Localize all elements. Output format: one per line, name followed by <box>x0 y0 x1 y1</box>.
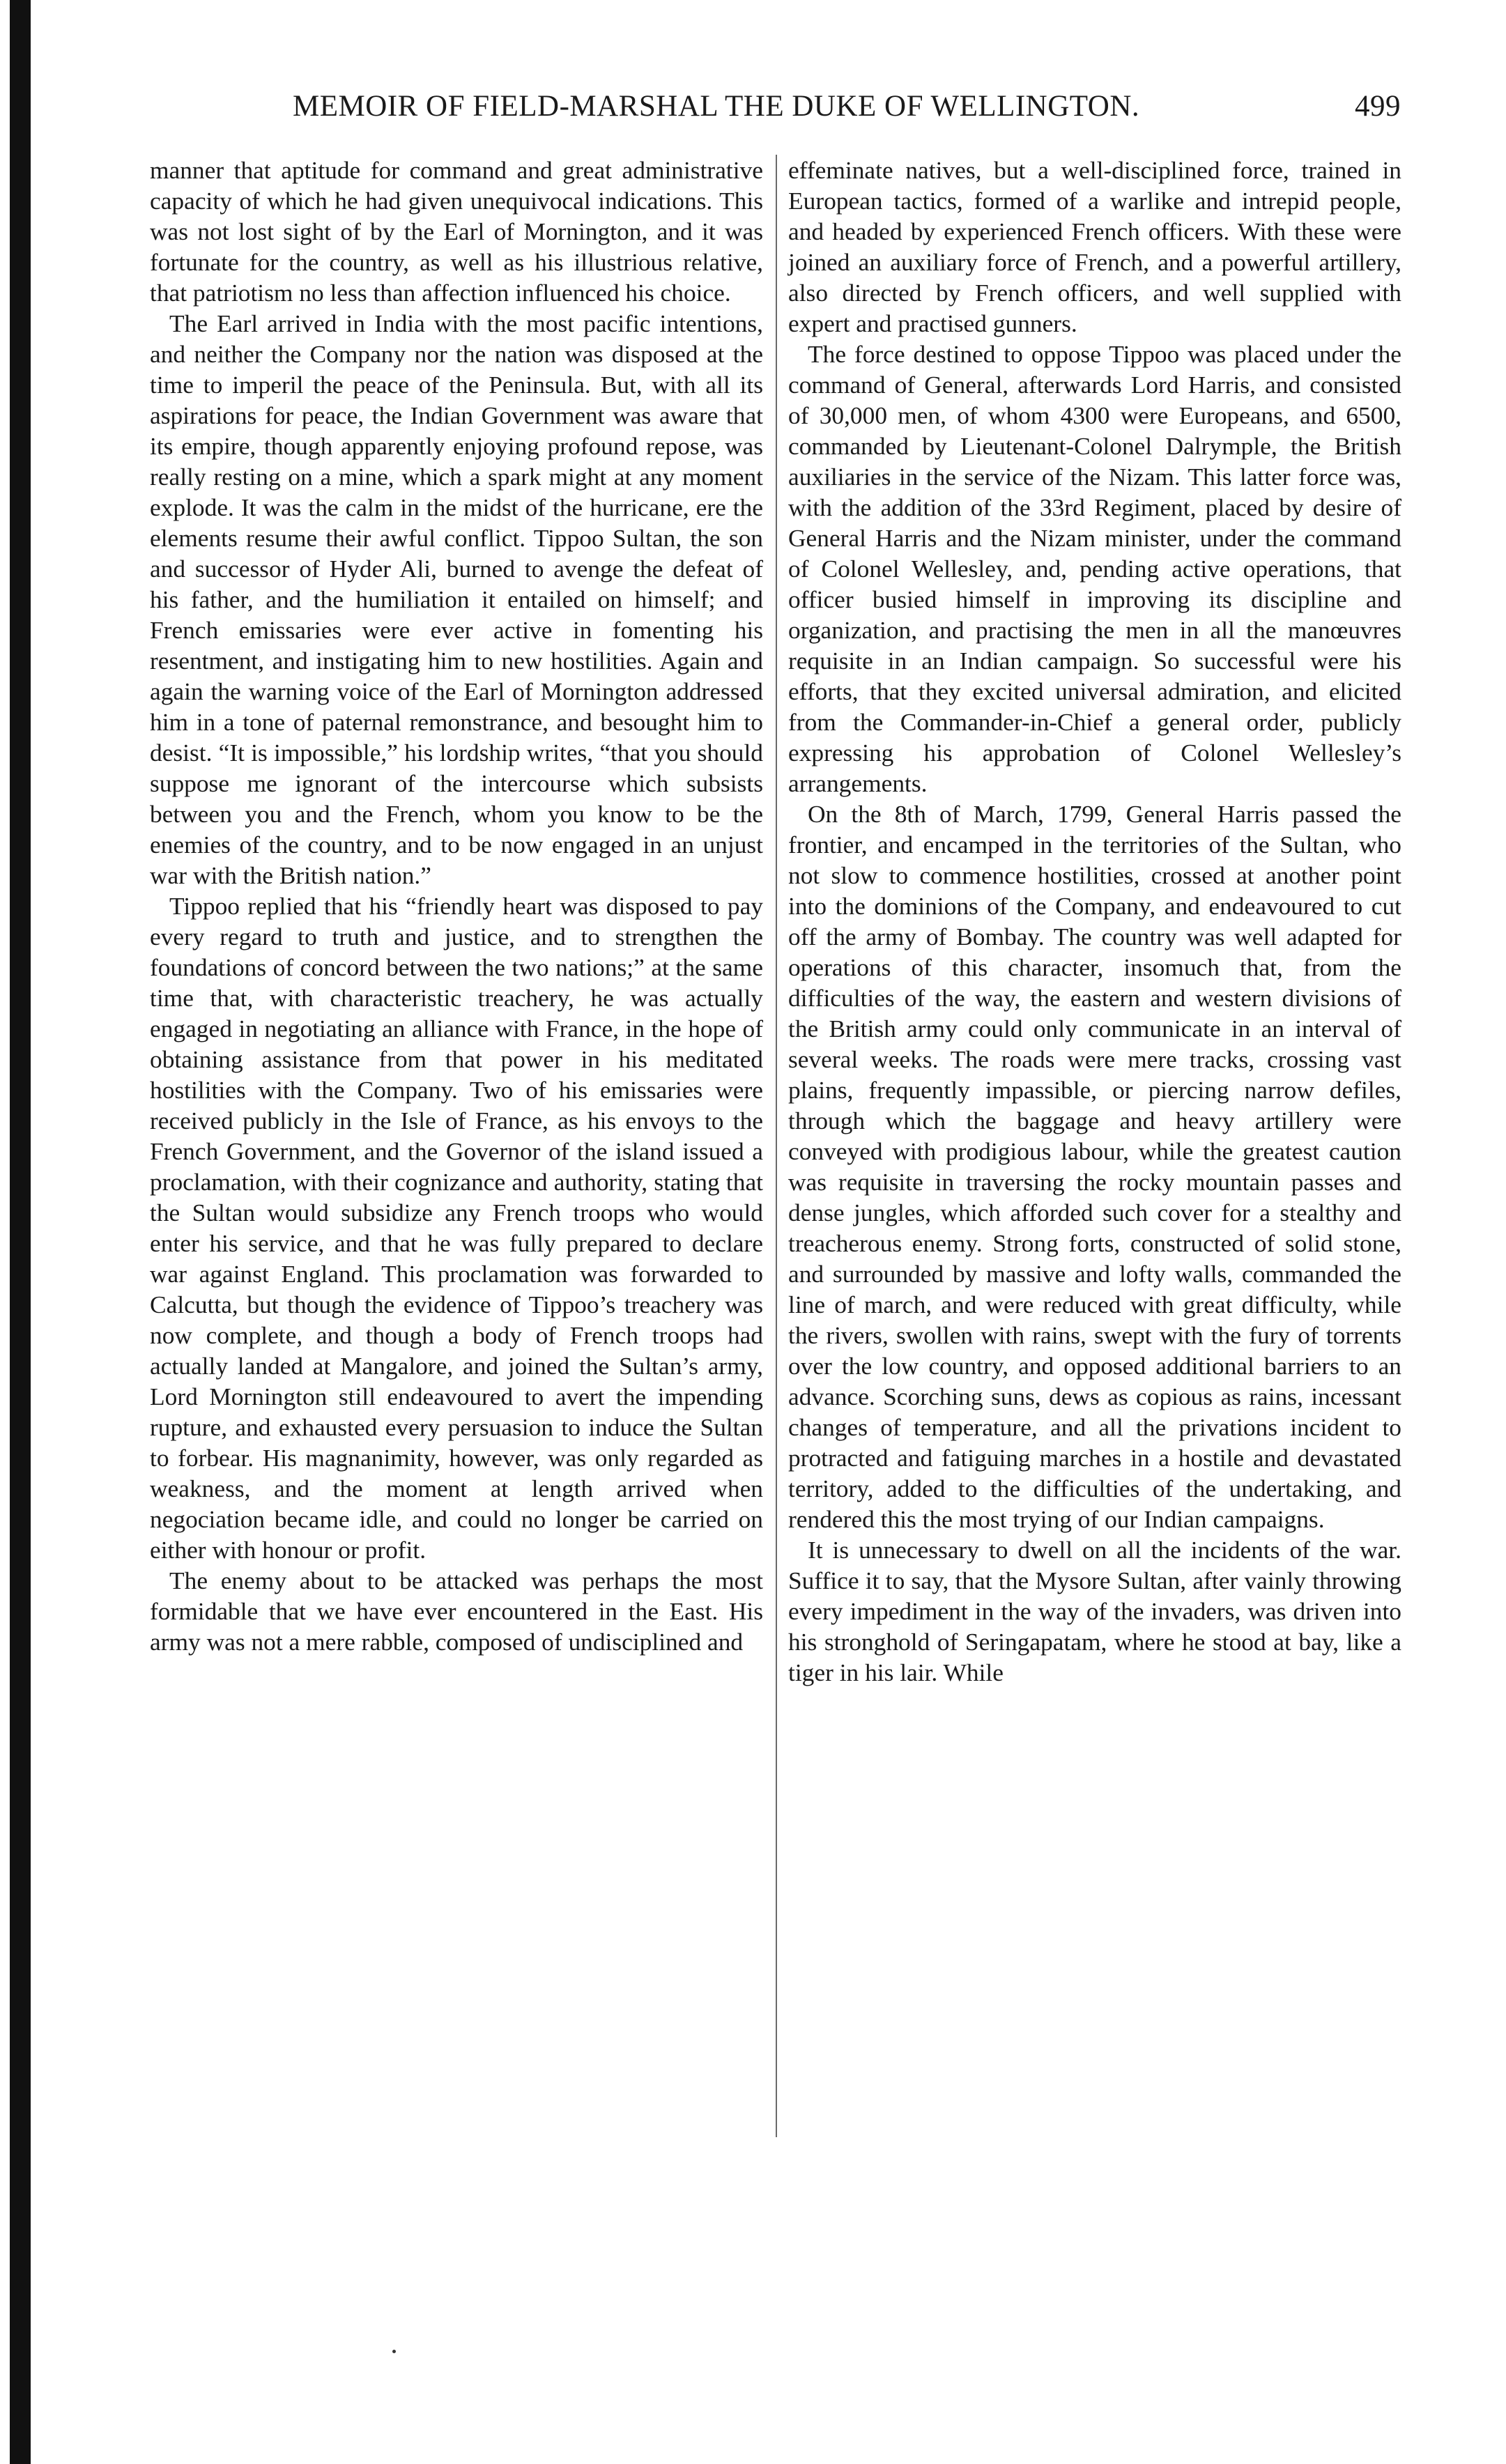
left-column <box>150 155 763 1657</box>
running-header <box>293 89 1401 138</box>
paragraph-earl-arrival: The Earl arrived in India with the most pacific intentions, and neither the Company nor the nation was disposed at the time to imperil the peace of the Peninsula. But, with all its aspirations for peace, the Indian Government was aware that its empire, though apparently enjoying profound repose, was really resting on a mine, which a spark might at any moment explode. It was the calm in the midst of the hurricane, ere the elements resume their awful conflict. Tippoo Sultan, the son and successor of Hyder Ali, burned to avenge the defeat of his father, and the humiliation it entailed on himself; and French emissaries were ever active in fomenting his resentment, and instigating him to new hostilities. Again and again the warning voice of the Earl of Mornington addressed him in a tone of paternal remonstrance, and besought him to desist. “It is impossible,” his lordship writes, “that you should suppose me ignorant of the intercourse which subsists between you and the French, whom you know to be the enemies of the country, and to be now engaged in an unjust war with the British nation.” <box>150 309 763 889</box>
paragraph-continuation-right: effeminate natives, but a well-disciplined force, trained in European tactics, formed of a warlike and intrepid people, and headed by experienced French officers. With these were joined an auxiliary force of French, and a powerful artillery, also directed by French officers, and well supplied with expert and practised gunners. <box>788 156 1401 337</box>
page-number: 499 <box>1355 90 1401 123</box>
paragraph-enemy-formidable: The enemy about to be attacked was perhaps the most formidable that we have ever encountered in the East. His army was not a mere rabble, composed of undisciplined and <box>150 1566 763 1656</box>
paragraph-force-destined: The force destined to oppose Tippoo was placed under the command of General, afterwards Lord Harris, and consisted of 30,000 men, of whom 4300 were Europeans, and 6500, commanded by Lieutenant-Colonel Dalrymple, the British auxiliaries in the service of the Nizam. This latter force was, with the addition of the 33rd Regiment, placed by desire of General Harris and the Nizam minister, under the command of Colonel Wellesley, and, pending active operations, that officer busied himself in improving its discipline and organization, and practising the men in all the manœuvres requisite in an Indian campaign. So successful were his efforts, that they excited universal admiration, and elicited from the Commander-in-Chief a general order, publicly expressing his approbation of Colonel Wellesley’s arrangements. <box>788 340 1401 797</box>
running-title: MEMOIR OF FIELD-MARSHAL THE DUKE OF WELLINGTON. <box>293 90 1140 123</box>
paragraph-continuation: manner that aptitude for command and great administrative capacity of which he had given unequivocal indications. This was not lost sight of by the Earl of Mornington, and it was fortunate for the country, as well as his illustrious relative, that patriotism no less than affection influenced his choice. <box>150 156 763 307</box>
right-column <box>788 155 1401 1688</box>
page-binding-edge <box>10 0 31 2464</box>
print-speck <box>392 2350 396 2353</box>
paragraph-tippoo-reply: Tippoo replied that his “friendly heart was disposed to pay every regard to truth and justice, and to strengthen the foundations of concord between the two nations;” at the same time that, with characteristic treachery, he was actually engaged in negotiating an alliance with France, in the hope of obtaining assistance from that power in his meditated hostilities with the Company. Two of his emissaries were received publicly in the Isle of France, as his envoys to the French Government, and the Governor of the island issued a proclamation, with their cognizance and authority, stating that the Sultan would subsidize any French troops who would enter his service, and that he was fully prepared to declare war against England. This proclamation was forwarded to Calcutta, but though the evidence of Tippoo’s treachery was now complete, and though a body of French troops had actually landed at Mangalore, and joined the Sultan’s army, Lord Mornington still endeavoured to avert the impending rupture, and exhausted every persuasion to induce the Sultan to forbear. His magnanimity, however, was only regarded as weakness, and the moment at length arrived when negociation became idle, and could no longer be carried on either with honour or profit. <box>150 892 763 1564</box>
column-divider <box>776 155 777 2137</box>
paragraph-war-incidents: It is unnecessary to dwell on all the incidents of the war. Suffice it to say, that the Mysore Sultan, after vainly throwing every impediment in the way of the invaders, was driven into his stronghold of Seringapatam, where he stood at bay, like a tiger in his lair. While <box>788 1536 1401 1686</box>
paragraph-march-1799: On the 8th of March, 1799, General Harris passed the frontier, and encamped in the territories of the Sultan, who not slow to commence hostilities, crossed at another point into the dominions of the Company, and endeavoured to cut off the army of Bombay. The country was well adapted for operations of this character, insomuch that, from the difficulties of the way, the eastern and western divisions of the British army could only communicate in an interval of several weeks. The roads were mere tracks, crossing vast plains, frequently impassible, or piercing narrow defiles, through which the baggage and heavy artillery were conveyed with prodigious labour, while the greatest caution was requisite in traversing the rocky mountain passes and dense jungles, which afforded such cover for a stealthy and treacherous enemy. Strong forts, constructed of solid stone, and surrounded by massive and lofty walls, commanded the line of march, and were reduced with great difficulty, while the rivers, swollen with rains, swept with the fury of torrents over the low country, and opposed additional barriers to an advance. Scorching suns, dews as copious as rains, incessant changes of temperature, and all the privations incident to protracted and fatiguing marches in a hostile and devastated territory, added to the difficulties of the undertaking, and rendered this the most trying of our Indian campaigns. <box>788 800 1401 1533</box>
